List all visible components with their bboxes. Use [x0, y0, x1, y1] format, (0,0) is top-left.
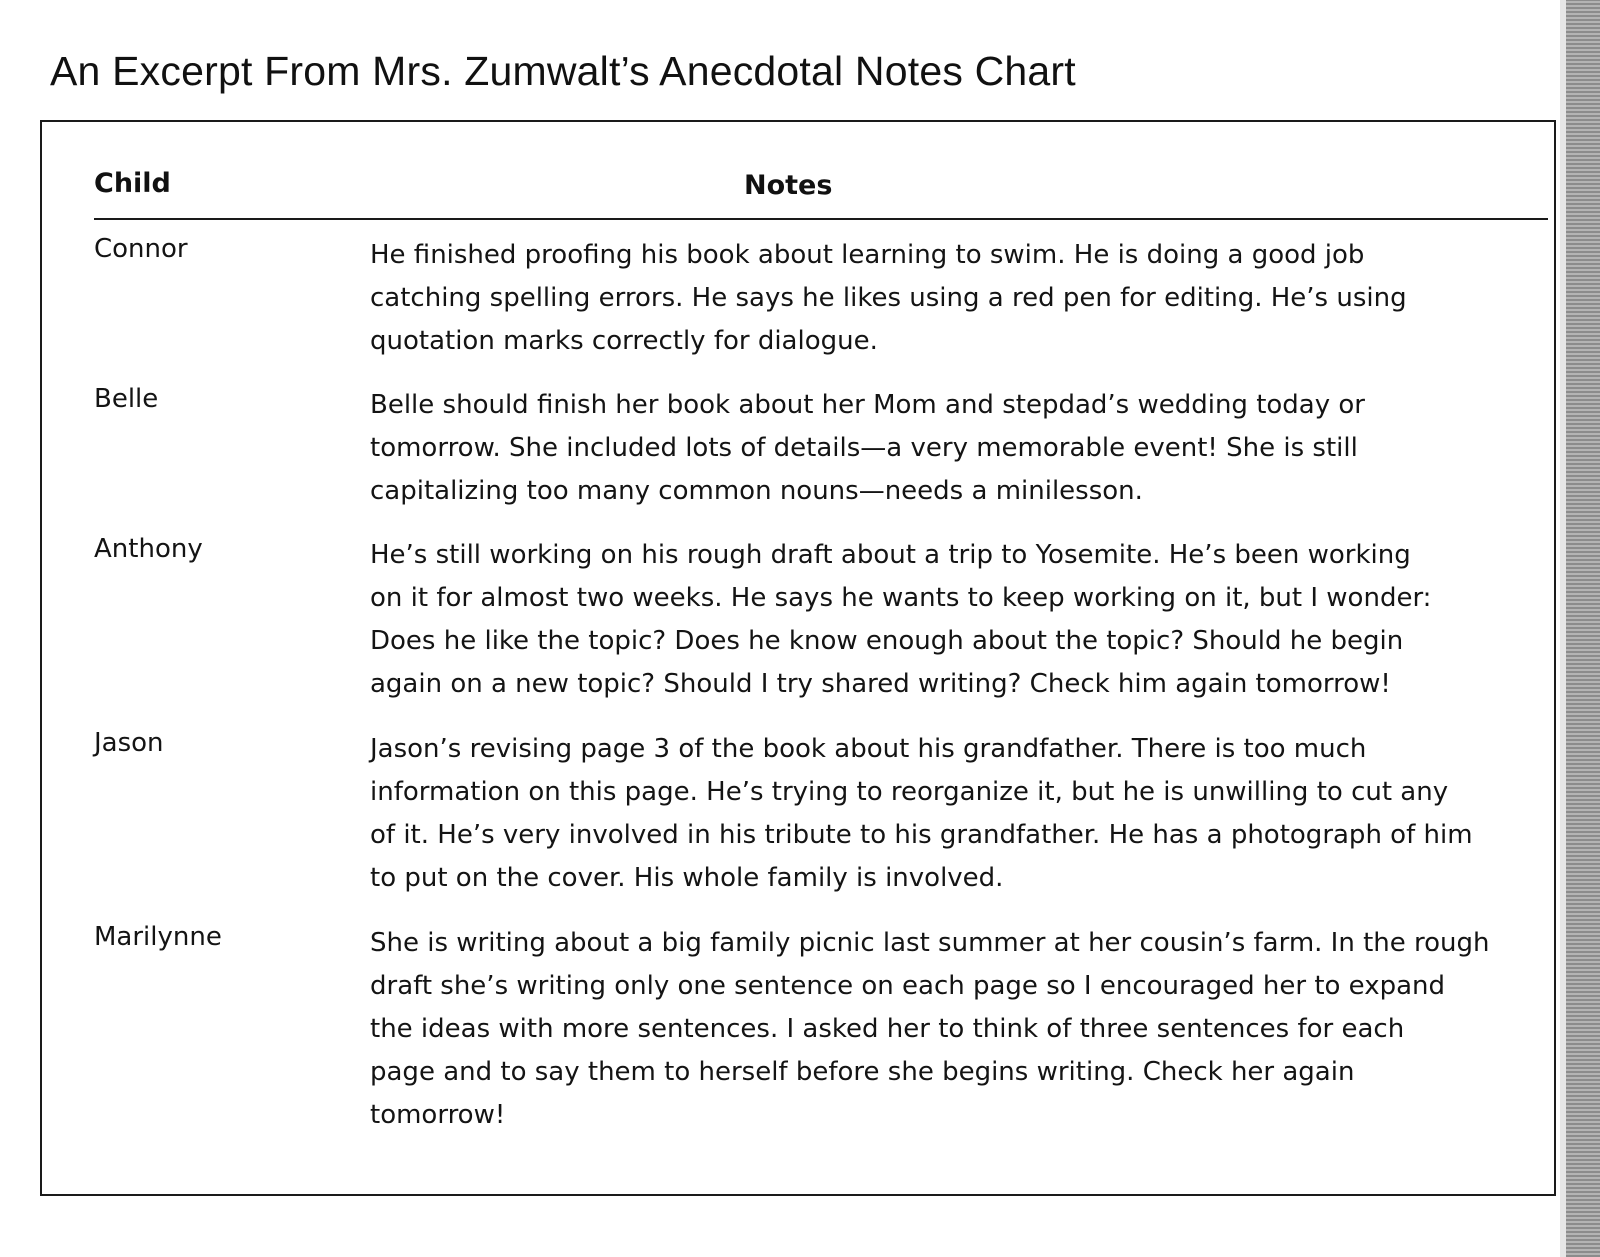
- notes-chart: [40, 120, 1556, 1196]
- scan-edge-shadow: [1566, 0, 1600, 1257]
- note-line: Belle should finish her book about her Mom and stepdad’s wedding today or: [370, 390, 1365, 420]
- note-text: [370, 234, 1530, 363]
- child-name: Jason: [94, 728, 164, 758]
- note-line: again on a new topic? Should I try shared writing? Check him again tomorrow!: [370, 669, 1391, 699]
- note-line: of it. He’s very involved in his tribute to his grandfather. He has a photograph of him: [370, 820, 1473, 850]
- child-name: Connor: [94, 234, 188, 264]
- note-line: Jason’s revising page 3 of the book about his grandfather. There is too much: [370, 734, 1367, 764]
- child-name: Marilynne: [94, 922, 222, 952]
- note-line: She is writing about a big family picnic last summer at her cousin’s farm. In the rough: [370, 928, 1490, 958]
- note-text: [370, 534, 1530, 706]
- note-line: tomorrow. She included lots of details—a very memorable event! She is still: [370, 433, 1358, 463]
- note-line: information on this page. He’s trying to reorganize it, but he is unwilling to cut any: [370, 777, 1449, 807]
- note-line: quotation marks correctly for dialogue.: [370, 326, 878, 356]
- note-line: on it for almost two weeks. He says he wants to keep working on it, but I wonder:: [370, 583, 1432, 613]
- note-line: Does he like the topic? Does he know enough about the topic? Should he begin: [370, 626, 1404, 656]
- note-line: tomorrow!: [370, 1100, 506, 1130]
- note-text: [370, 922, 1530, 1137]
- note-line: capitalizing too many common nouns—needs a minilesson.: [370, 476, 1143, 506]
- note-line: He’s still working on his rough draft about a trip to Yosemite. He’s been working: [370, 540, 1411, 570]
- note-line: to put on the cover. His whole family is involved.: [370, 863, 1004, 893]
- child-column-header: Child: [94, 168, 171, 199]
- note-line: catching spelling errors. He says he likes using a red pen for editing. He’s using: [370, 283, 1407, 313]
- table-header: [94, 168, 1548, 220]
- note-line: He finished proofing his book about learning to swim. He is doing a good job: [370, 240, 1365, 270]
- note-text: [370, 728, 1530, 900]
- child-name: Anthony: [94, 534, 203, 564]
- note-text: [370, 384, 1530, 513]
- note-line: draft she’s writing only one sentence on each page so I encouraged her to expand: [370, 971, 1446, 1001]
- child-name: Belle: [94, 384, 159, 414]
- notes-column-header: Notes: [744, 170, 833, 201]
- note-line: page and to say them to herself before she begins writing. Check her again: [370, 1057, 1355, 1087]
- page-title: An Excerpt From Mrs. Zumwalt’s Anecdotal Notes Chart: [50, 48, 1076, 94]
- note-line: the ideas with more sentences. I asked her to think of three sentences for each: [370, 1014, 1405, 1044]
